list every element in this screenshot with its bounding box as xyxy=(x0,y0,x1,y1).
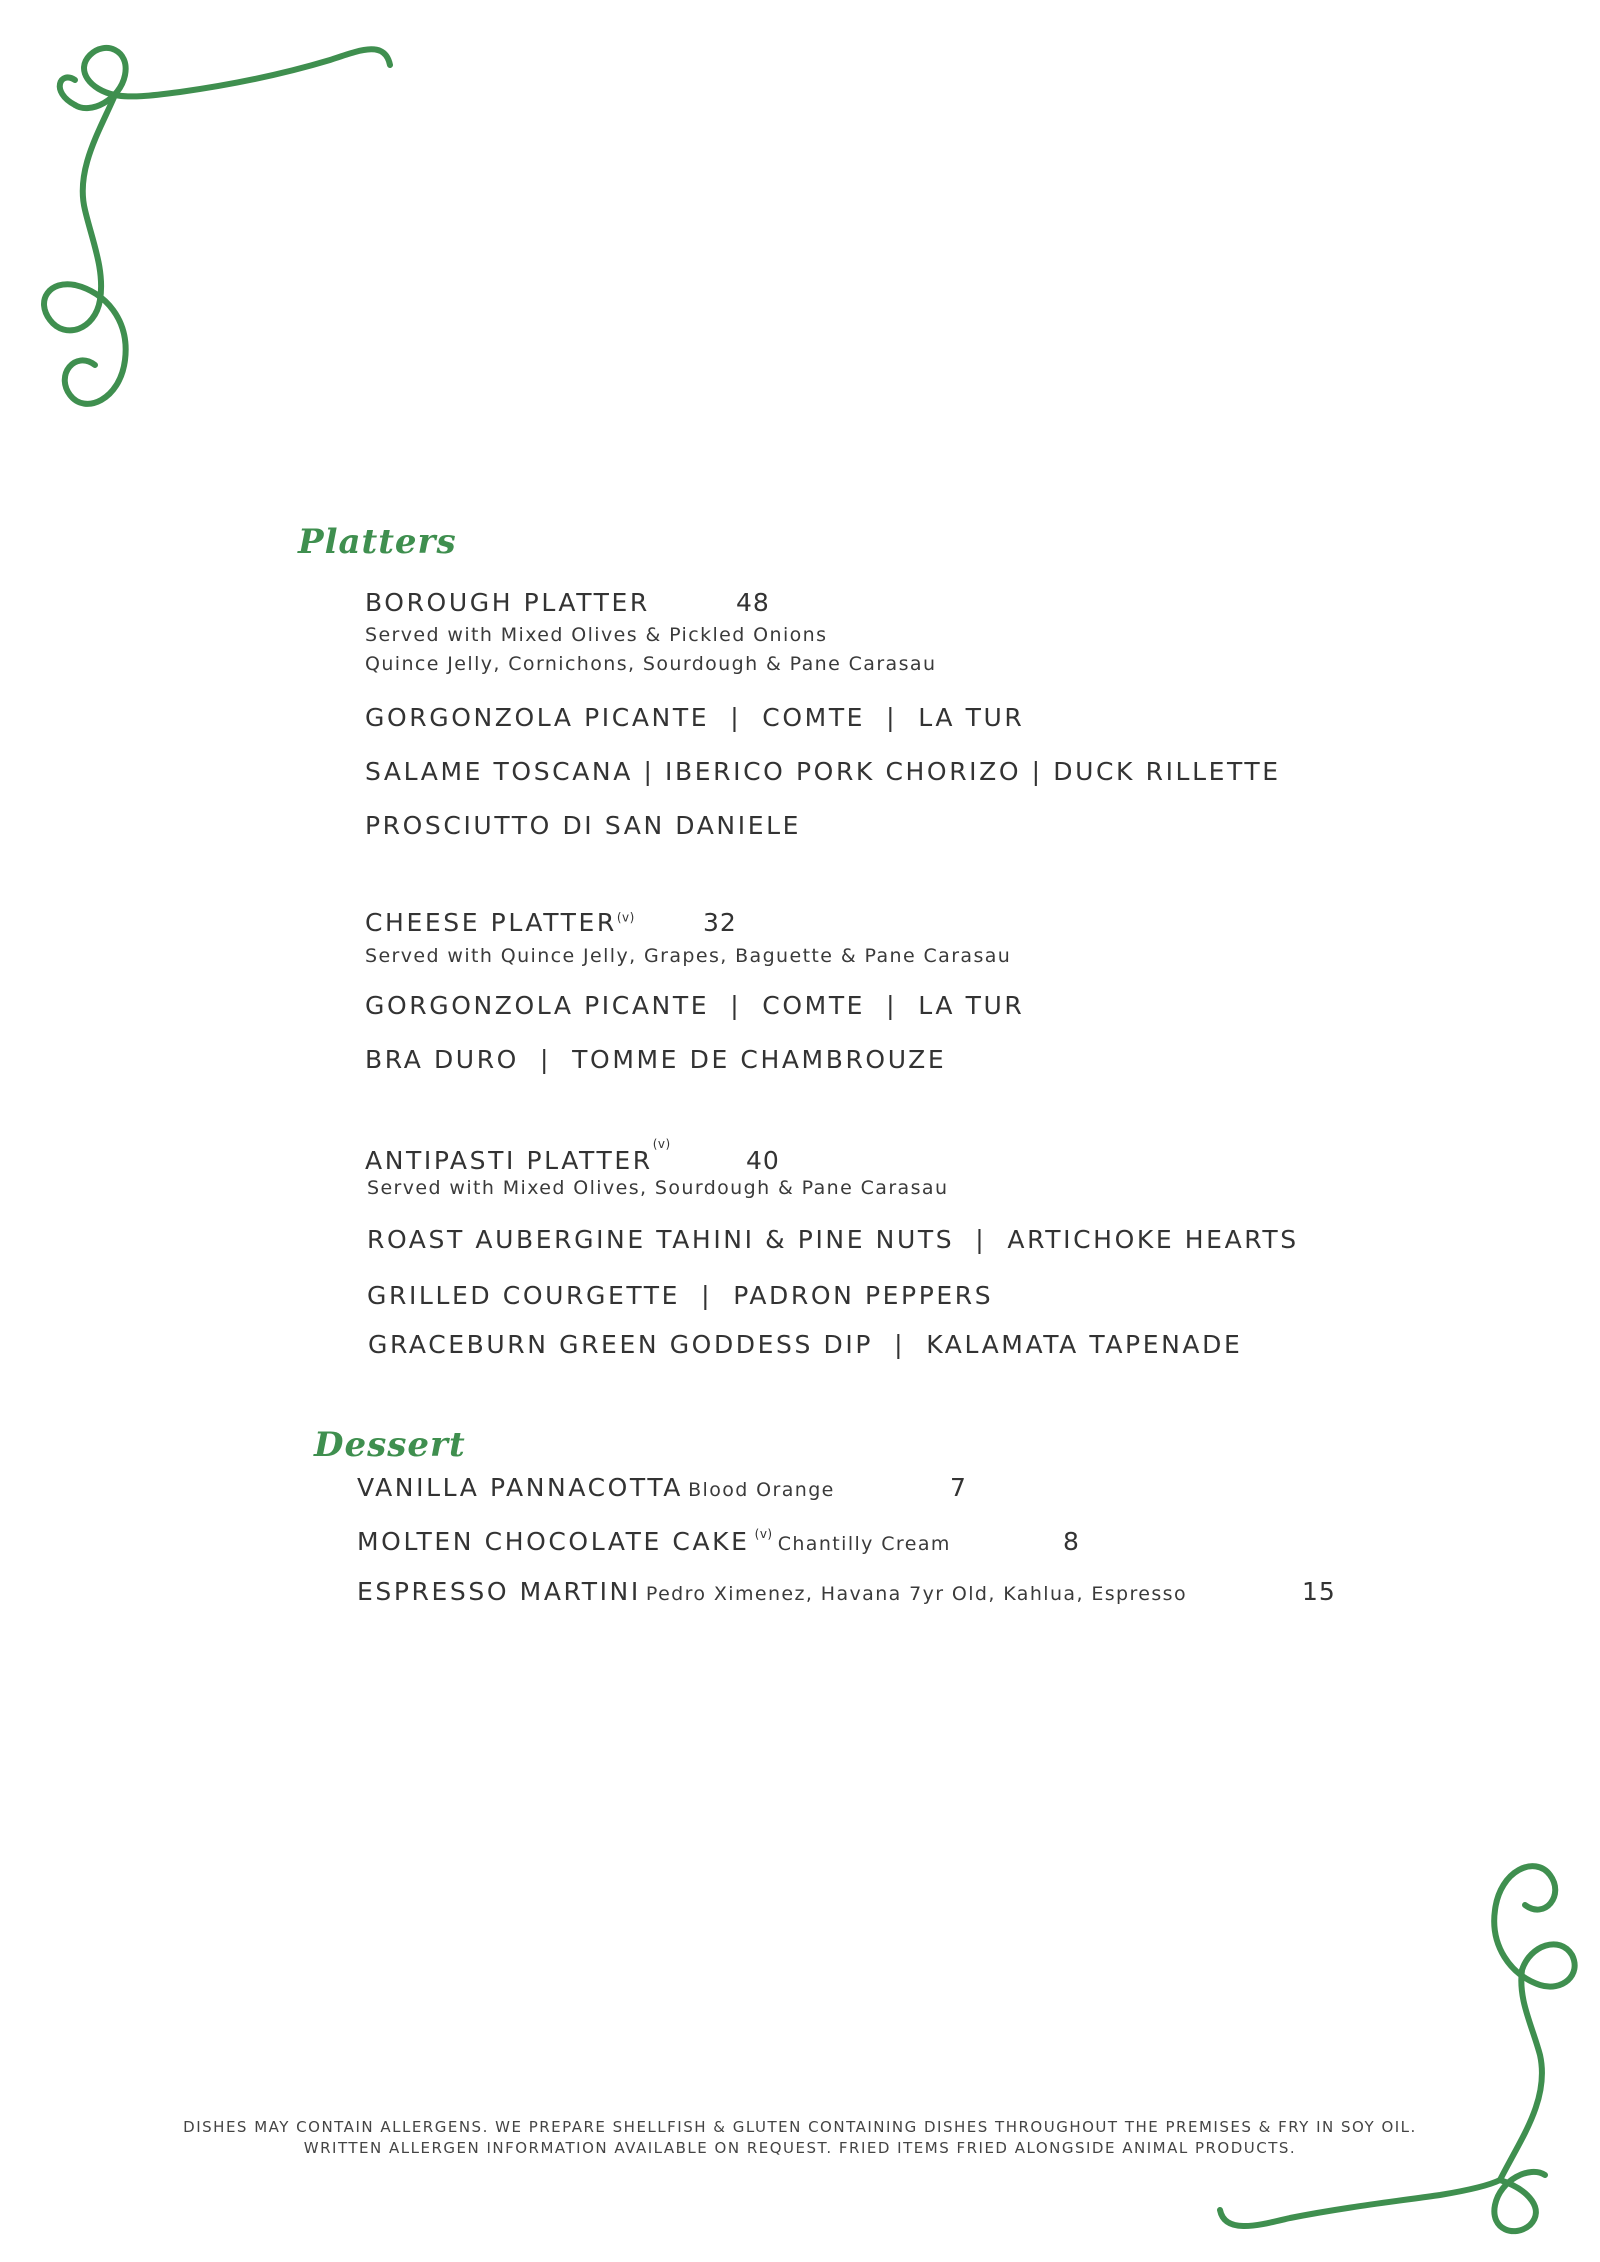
antipasti-platter-items-2: GRILLED COURGETTE | PADRON PEPPERS xyxy=(367,1281,994,1310)
antipasti-platter-price: 40 xyxy=(746,1146,780,1175)
cheese-platter-price: 32 xyxy=(703,908,737,937)
dessert-item-desc: Pedro Ximenez, Havana 7yr Old, Kahlua, Espresso xyxy=(645,1583,1187,1605)
allergen-notice-line-2: WRITTEN ALLERGEN INFORMATION AVAILABLE ON REQUEST. FRIED ITEMS FRIED ALONGSIDE ANIMAL PRODUCTS. xyxy=(303,2139,1297,2157)
dessert-item-name: MOLTEN CHOCOLATE CAKE xyxy=(357,1527,750,1556)
dessert-item-desc: Chantilly Cream xyxy=(777,1533,951,1555)
platters-heading: Platters xyxy=(298,522,457,562)
dessert-item-name: ESPRESSO MARTINI xyxy=(357,1577,641,1606)
top-left-swirl-icon xyxy=(30,30,410,430)
dessert-item-price: 8 xyxy=(1063,1527,1080,1556)
antipasti-platter-items-3: GRACEBURN GREEN GODDESS DIP | KALAMATA TAPENADE xyxy=(368,1330,1243,1359)
antipasti-platter-name: ANTIPASTI PLATTER$^{(v)}$ xyxy=(365,1136,671,1175)
vegetarian-mark: (v) xyxy=(616,910,635,925)
dessert-item-price: 7 xyxy=(950,1473,967,1502)
dessert-heading: Dessert xyxy=(314,1425,466,1465)
cheese-platter-name: CHEESE PLATTER$^{(v)}$ xyxy=(365,908,635,937)
antipasti-platter-desc: Served with Mixed Olives, Sourdough & Pane Carasau xyxy=(367,1177,949,1199)
cheese-platter-cheeses-1: GORGONZOLA PICANTE | COMTE | LA TUR xyxy=(365,991,1025,1020)
borough-platter-meats: SALAME TOSCANA | IBERICO PORK CHORIZO | DUCK RILLETTE xyxy=(365,757,1281,786)
borough-platter-desc-1: Served with Mixed Olives & Pickled Onions xyxy=(365,624,828,646)
dessert-item xyxy=(357,1527,951,1556)
dessert-item-price: 15 xyxy=(1302,1577,1336,1606)
borough-platter-desc-2: Quince Jelly, Cornichons, Sourdough & Pane Carasau xyxy=(365,653,937,675)
dessert-item xyxy=(357,1473,835,1502)
borough-platter-prosciutto: PROSCIUTTO DI SAN DANIELE xyxy=(365,811,802,840)
cheese-platter-desc: Served with Quince Jelly, Grapes, Baguette & Pane Carasau xyxy=(365,945,1012,967)
dessert-item-desc: Blood Orange xyxy=(688,1479,835,1501)
vegetarian-mark: (v) xyxy=(652,1136,671,1151)
bottom-right-swirl-icon xyxy=(1200,1840,1580,2240)
borough-platter-name: BOROUGH PLATTER xyxy=(365,588,650,617)
allergen-notice-line-1: DISHES MAY CONTAIN ALLERGENS. WE PREPARE SHELLFISH & GLUTEN CONTAINING DISHES THROUGHOUT THE PREMISES & FRY IN SOY OIL. xyxy=(183,2118,1417,2136)
borough-platter-price: 48 xyxy=(736,588,770,617)
vegetarian-mark: (v) xyxy=(754,1526,773,1541)
borough-platter-cheeses: GORGONZOLA PICANTE | COMTE | LA TUR xyxy=(365,703,1025,732)
cheese-platter-cheeses-2: BRA DURO | TOMME DE CHAMBROUZE xyxy=(365,1045,947,1074)
dessert-item-name: VANILLA PANNACOTTA xyxy=(357,1473,683,1502)
antipasti-platter-items-1: ROAST AUBERGINE TAHINI & PINE NUTS | ARTICHOKE HEARTS xyxy=(367,1225,1299,1254)
dessert-item xyxy=(357,1577,1187,1606)
